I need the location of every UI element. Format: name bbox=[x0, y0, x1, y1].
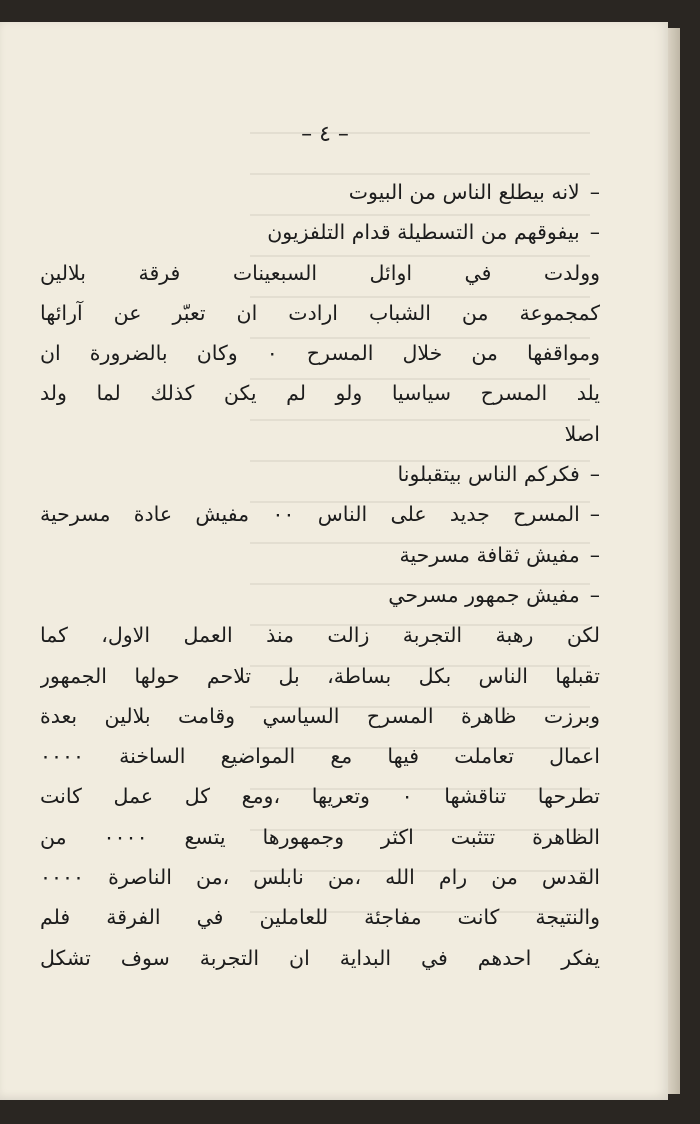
text-line-content: والنتيجة كانت مفاجئة للعاملين في الفرقة فلم bbox=[40, 905, 600, 930]
text-line-content: وولدت في اوائل السبعينات فرقة بلالين bbox=[40, 260, 600, 285]
text-line-content: ومواقفها من خلال المسرح ٠ وكان بالضرورة ان bbox=[40, 341, 600, 366]
text-line-content: المسرح جديد على الناس ٠٠ مفيش عادة مسرحية bbox=[40, 502, 580, 527]
text-line bbox=[40, 938, 600, 978]
text-line-content: مفيش جمهور مسرحي bbox=[388, 582, 580, 607]
text-line-content: القدس من رام الله ،من نابلس ،من الناصرة ٠٠٠٠ bbox=[40, 865, 600, 890]
dash-bullet: – bbox=[589, 582, 600, 607]
text-line bbox=[40, 172, 600, 212]
dash-bullet: – bbox=[589, 462, 600, 487]
page-number: – ٤ – bbox=[301, 122, 349, 147]
text-line bbox=[40, 897, 600, 937]
dash-bullet: – bbox=[589, 502, 600, 527]
document-page bbox=[0, 22, 668, 1100]
text-line bbox=[40, 736, 600, 776]
text-line-content: بيفوقهم من التسطيلة قدام التلفزيون bbox=[267, 220, 580, 245]
text-line-content: يفكر احدهم في البداية ان التجربة سوف تشكل bbox=[40, 945, 600, 970]
text-line bbox=[40, 293, 600, 333]
dash-bullet: – bbox=[589, 220, 600, 245]
text-line bbox=[40, 575, 600, 615]
text-line bbox=[40, 817, 600, 857]
text-line-content: وبرزت ظاهرة المسرح السياسي وقامت بلالين بعدة bbox=[40, 703, 600, 728]
text-line bbox=[40, 776, 600, 816]
text-line bbox=[40, 414, 600, 454]
text-line bbox=[40, 373, 600, 413]
text-line-content: تقبلها الناس بكل بساطة، بل تلاحم حولها الجمهور bbox=[40, 663, 600, 688]
text-line-content: الظاهرة تتثبت اكثر وجمهورها يتسع ٠٠٠٠ من bbox=[40, 824, 600, 849]
body-text bbox=[40, 172, 600, 978]
text-line bbox=[40, 857, 600, 897]
page-edge bbox=[668, 28, 680, 1094]
text-line bbox=[40, 535, 600, 575]
text-line bbox=[40, 696, 600, 736]
text-line bbox=[40, 212, 600, 252]
text-line-content: مفيش ثقافة مسرحية bbox=[399, 542, 580, 567]
text-line bbox=[40, 494, 600, 534]
text-line bbox=[40, 656, 600, 696]
text-line-content: اعمال تعاملت فيها مع المواضيع الساخنة ٠٠٠٠ bbox=[40, 744, 600, 769]
text-line-content: لكن رهبة التجربة زالت منذ العمل الاول، كما bbox=[40, 623, 600, 648]
text-line-content: تطرحها تناقشها ٠ وتعريها ،ومع كل عمل كانت bbox=[40, 784, 600, 809]
text-line bbox=[40, 454, 600, 494]
text-line-content: اصلا bbox=[564, 421, 600, 446]
dash-bullet: – bbox=[589, 180, 600, 204]
text-line-content: فكركم الناس بيتقبلونا bbox=[397, 462, 580, 487]
text-line bbox=[40, 333, 600, 373]
dash-bullet: – bbox=[589, 542, 600, 567]
text-line bbox=[40, 253, 600, 293]
text-line-content: لانه بيطلع الناس من البيوت bbox=[348, 180, 580, 204]
text-line bbox=[40, 615, 600, 655]
text-line-content: كمجموعة من الشباب ارادت ان تعبّر عن آرائها bbox=[40, 300, 600, 325]
text-line-content: يلد المسرح سياسيا ولو لم يكن كذلك لما ولد bbox=[40, 381, 600, 406]
